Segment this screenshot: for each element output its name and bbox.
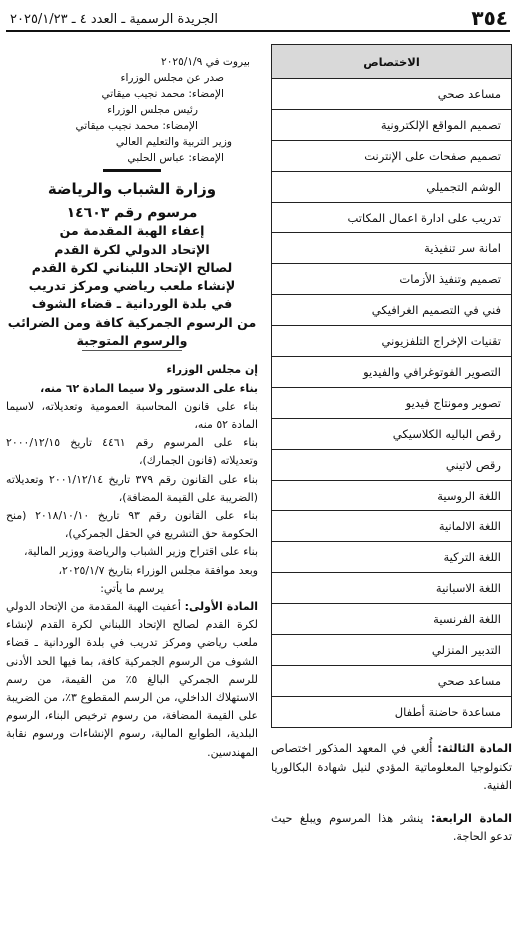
table-row: مساعد صحي	[272, 79, 512, 110]
legal-basis: بناء على القانون رقم ٩٣ تاريخ ٢٠١٨/١٠/١٠ (منح الحكومة حق التشريع في الحقل الجمركي)،	[6, 509, 258, 541]
decree-number: مرسوم رقم ١٤٦٠٣	[66, 205, 198, 221]
legal-basis: بناء على اقتراح وزير الشباب والرياضة ووزير المالية،	[23, 545, 258, 559]
article-one-text: أعفيت الهبة المقدمة من الإتحاد الدولي لكرة القدم لصالح الإتحاد اللبناني لكرة القدم لإنشاء ملعب رياضي ومركز تدريب في بلدة الوردانية ـ قضاء الشوف من الرسوم الجمركية كافة، بما فيها الحد الأدنى للرسم الجمركي البالغ ٥٪ من القيمة، من رسم الاستهلاك الداخلي، من الرسم المقطوع ٣٪، من الضريبة على القيمة المضافة، من رسوم ترخيص البناء، الرسوم البلدية، الطوابع المالية، رسوم الإنشاءات ورسوم نقابة المهندسين.	[6, 600, 258, 759]
table-row: اللغة التركية	[272, 542, 512, 573]
table-row: مساعدة حاضنة أطفال	[272, 696, 512, 727]
article-four	[271, 810, 512, 847]
table-row: اللغة الاسبانية	[272, 573, 512, 604]
table-row: اللغة الروسية	[272, 480, 512, 511]
article-four-label: المادة الرابعة:	[430, 811, 512, 825]
specialties-table-container	[271, 44, 512, 728]
decree-title-line: لإنشاء ملعب رياضي ومركز تدريب	[28, 278, 236, 294]
article-three-text: أُلغي في المعهد المذكور اختصاص تكنولوجيا المعلوماتية المؤدي لنيل شهادة البكالوريا الفنية.	[271, 742, 512, 793]
article-three-label: المادة الثالثة:	[437, 742, 512, 755]
decree-title-line: والرسوم المتوجبة	[76, 333, 188, 349]
signature-line: الإمضاء: محمد نجيب ميقاتي	[101, 88, 224, 100]
decree-title-line: من الرسوم الجمركية كافة ومن الضرائب	[7, 314, 257, 330]
page-number: ٣٥٤	[471, 6, 508, 30]
decrees-line: يرسم ما يأتي:	[100, 581, 164, 595]
table-row: تصميم وتنفيذ الأزمات	[272, 264, 512, 295]
table-row: تصميم صفحات على الإنترنت	[272, 140, 512, 171]
minister-title: وزير التربية والتعليم العالي	[115, 136, 232, 148]
title-underline	[82, 350, 182, 351]
legal-basis: بناء على قانون المحاسبة العمومية وتعديلاته، لاسيما المادة ٥٢ منه،	[6, 399, 258, 431]
constitution-clause: بناء على الدستور ولا سيما المادة ٦٢ منه،	[40, 381, 258, 395]
table-row: تصوير ومونتاج فيديو	[272, 387, 512, 418]
table-row: تدريب على ادارة اعمال المكاتب	[272, 202, 512, 233]
table-row: رقص لاتيني	[272, 449, 512, 480]
decree-title-line: في بلدة الوردانية ـ قضاء الشوف	[31, 296, 233, 312]
legal-basis: بناء على المرسوم رقم ٤٤٦١ تاريخ ٢٠٠٠/١٢/١٥ وتعديلاته (قانون الجمارك)،	[6, 436, 258, 468]
signature-block	[6, 54, 258, 166]
table-row: مساعد صحي	[272, 665, 512, 696]
section-separator	[103, 169, 161, 172]
header-rule	[6, 30, 510, 32]
decree-title	[6, 204, 258, 350]
place-date: بيروت في ٢٠٢٥/١/٩	[161, 56, 250, 68]
approval-clause: وبعد موافقة مجلس الوزراء بتاريخ ٢٠٢٥/١/٧،	[58, 563, 258, 577]
table-row: امانة سر تنفيذية	[272, 233, 512, 264]
running-title: الجريدة الرسمية ـ العدد ٤ ـ ٢٠٢٥/١/٢٣	[10, 12, 218, 27]
pm-title: رئيس مجلس الوزراء	[107, 104, 198, 116]
table-row: اللغة الفرنسية	[272, 604, 512, 635]
article-three	[271, 740, 512, 796]
table-row: فني في التصميم الغرافيكي	[272, 295, 512, 326]
articles-three-four	[271, 740, 512, 861]
article-one	[6, 598, 258, 762]
table-row: تصميم المواقع الإلكترونية	[272, 109, 512, 140]
decree-title-line: الإتحاد الدولي لكرة القدم	[54, 241, 210, 257]
signature-line: الإمضاء: محمد نجيب ميقاتي	[75, 120, 198, 132]
specialties-table	[271, 44, 512, 728]
table-row: التصوير الفوتوغرافي والفيديو	[272, 357, 512, 388]
decree-body	[6, 361, 258, 761]
decree-title-line: إعفاء الهبة المقدمة من	[59, 223, 205, 239]
article-four-text: ينشر هذا المرسوم ويبلغ حيث تدعو الحاجة.	[271, 811, 512, 844]
legal-basis: بناء على القانون رقم ٣٧٩ تاريخ ٢٠٠١/١٢/١٤ وتعديلاته (الضريبة على القيمة المضافة)،	[6, 472, 259, 504]
signature-line: الإمضاء: عباس الحلبي	[127, 152, 224, 164]
issued-by: صدر عن مجلس الوزراء	[120, 72, 224, 84]
page-header	[6, 6, 510, 32]
left-column	[6, 54, 258, 762]
table-row: رقص الباليه الكلاسيكي	[272, 418, 512, 449]
table-row: اللغة الالمانية	[272, 511, 512, 542]
decree-intro: إن مجلس الوزراء	[166, 363, 258, 377]
decree-title-line: لصالح الإتحاد اللبناني لكرة القدم	[31, 259, 233, 275]
ministry-heading: وزارة الشباب والرياضة	[47, 180, 217, 198]
table-row: الوشم التجميلي	[272, 171, 512, 202]
table-row: التدبير المنزلي	[272, 635, 512, 666]
table-heading: الاختصاص	[272, 45, 512, 79]
table-row: تقنيات الإخراج التلفزيوني	[272, 326, 512, 357]
article-one-label: المادة الأولى:	[184, 600, 258, 614]
